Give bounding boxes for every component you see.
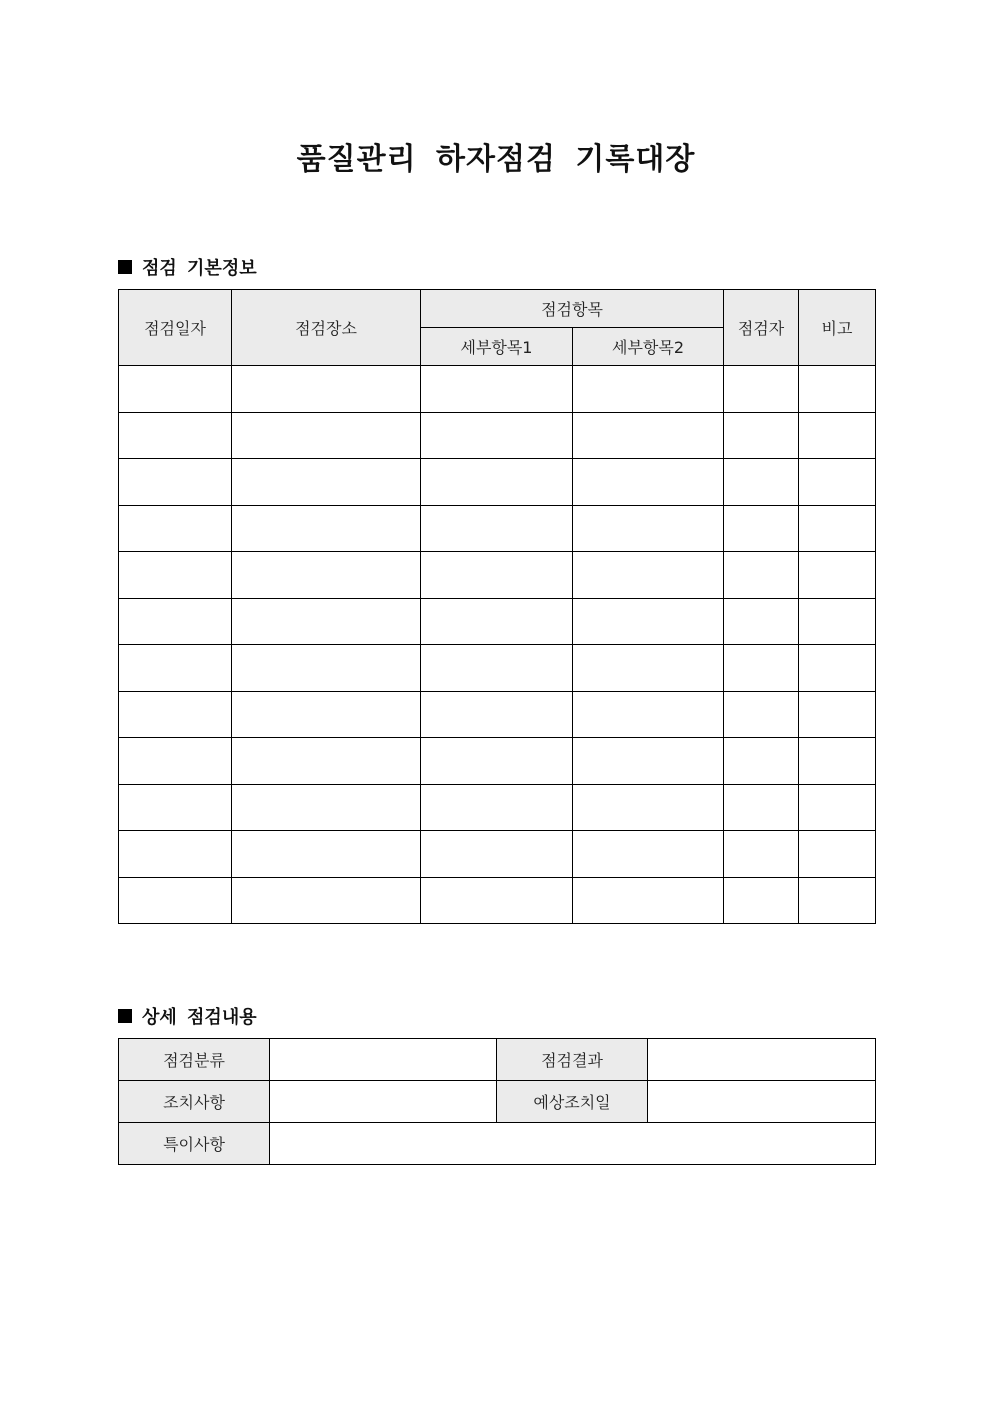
cell-inspector[interactable] [724,552,799,599]
field-action[interactable] [270,1081,497,1123]
cell-sub-item-1[interactable] [421,831,573,878]
cell-sub-item-1[interactable] [421,598,573,645]
cell-place[interactable] [232,738,421,785]
square-bullet-icon [118,1009,132,1023]
cell-sub-item-1[interactable] [421,645,573,692]
cell-sub-item-2[interactable] [573,459,724,506]
section-heading-basic-info [118,254,257,280]
cell-inspector[interactable] [724,366,799,413]
cell-place[interactable] [232,412,421,459]
cell-inspector[interactable] [724,784,799,831]
cell-sub-item-1[interactable] [421,877,573,924]
cell-date[interactable] [119,412,232,459]
table-row [119,552,876,599]
header-inspector: 점검자 [724,290,799,366]
cell-sub-item-1[interactable] [421,738,573,785]
cell-place[interactable] [232,784,421,831]
cell-sub-item-1[interactable] [421,505,573,552]
cell-place[interactable] [232,459,421,506]
cell-inspector[interactable] [724,598,799,645]
cell-date[interactable] [119,784,232,831]
label-category: 점검분류 [119,1039,270,1081]
cell-inspector[interactable] [724,645,799,692]
cell-inspector[interactable] [724,412,799,459]
cell-inspector[interactable] [724,877,799,924]
document-title: 품질관리 하자점검 기록대장 [296,142,696,177]
cell-date[interactable] [119,552,232,599]
cell-remarks[interactable] [799,552,876,599]
cell-place[interactable] [232,645,421,692]
cell-sub-item-2[interactable] [573,552,724,599]
cell-date[interactable] [119,831,232,878]
cell-date[interactable] [119,459,232,506]
header-date: 점검일자 [119,290,232,366]
cell-inspector[interactable] [724,831,799,878]
cell-place[interactable] [232,366,421,413]
table-row [119,645,876,692]
header-items: 점검항목 [421,290,724,328]
cell-sub-item-2[interactable] [573,366,724,413]
cell-inspector[interactable] [724,691,799,738]
cell-remarks[interactable] [799,645,876,692]
label-notes: 특이사항 [119,1123,270,1165]
field-category[interactable] [270,1039,497,1081]
cell-place[interactable] [232,552,421,599]
table-row [119,831,876,878]
cell-inspector[interactable] [724,738,799,785]
cell-remarks[interactable] [799,784,876,831]
cell-sub-item-2[interactable] [573,505,724,552]
cell-sub-item-2[interactable] [573,784,724,831]
cell-place[interactable] [232,691,421,738]
cell-inspector[interactable] [724,505,799,552]
table-row [119,598,876,645]
cell-inspector[interactable] [724,459,799,506]
cell-sub-item-2[interactable] [573,831,724,878]
label-result: 점검결과 [497,1039,648,1081]
cell-date[interactable] [119,691,232,738]
table-row [119,412,876,459]
field-result[interactable] [648,1039,876,1081]
table-row [119,738,876,785]
cell-date[interactable] [119,366,232,413]
cell-remarks[interactable] [799,738,876,785]
cell-place[interactable] [232,505,421,552]
section-heading-label: 상세 점검내용 [142,1007,257,1028]
cell-remarks[interactable] [799,877,876,924]
cell-sub-item-1[interactable] [421,412,573,459]
cell-sub-item-2[interactable] [573,598,724,645]
cell-remarks[interactable] [799,831,876,878]
label-action: 조치사항 [119,1081,270,1123]
header-place: 점검장소 [232,290,421,366]
cell-date[interactable] [119,505,232,552]
cell-sub-item-1[interactable] [421,459,573,506]
cell-date[interactable] [119,738,232,785]
square-bullet-icon [118,260,132,274]
cell-sub-item-1[interactable] [421,366,573,413]
field-notes[interactable] [270,1123,876,1165]
cell-sub-item-2[interactable] [573,877,724,924]
cell-date[interactable] [119,645,232,692]
table-row [119,784,876,831]
section-heading-label: 점검 기본정보 [142,258,257,279]
cell-sub-item-2[interactable] [573,645,724,692]
field-expected-date[interactable] [648,1081,876,1123]
table-row [119,691,876,738]
cell-remarks[interactable] [799,598,876,645]
cell-place[interactable] [232,831,421,878]
label-expected-date: 예상조치일 [497,1081,648,1123]
cell-remarks[interactable] [799,691,876,738]
table-row [119,505,876,552]
basic-info-table [118,289,876,924]
header-remarks: 비고 [799,290,876,366]
cell-remarks[interactable] [799,459,876,506]
cell-place[interactable] [232,877,421,924]
cell-sub-item-2[interactable] [573,691,724,738]
header-sub-item-1: 세부항목1 [421,328,573,366]
table-row [119,459,876,506]
cell-remarks[interactable] [799,412,876,459]
cell-date[interactable] [119,598,232,645]
table-row [119,877,876,924]
header-sub-item-2: 세부항목2 [573,328,724,366]
cell-remarks[interactable] [799,505,876,552]
detail-table [118,1038,876,1165]
cell-sub-item-1[interactable] [421,784,573,831]
cell-sub-item-2[interactable] [573,738,724,785]
table-row [119,366,876,413]
cell-remarks[interactable] [799,366,876,413]
cell-sub-item-1[interactable] [421,552,573,599]
cell-sub-item-1[interactable] [421,691,573,738]
cell-date[interactable] [119,877,232,924]
section-heading-detail [118,1003,257,1029]
cell-place[interactable] [232,598,421,645]
cell-sub-item-2[interactable] [573,412,724,459]
